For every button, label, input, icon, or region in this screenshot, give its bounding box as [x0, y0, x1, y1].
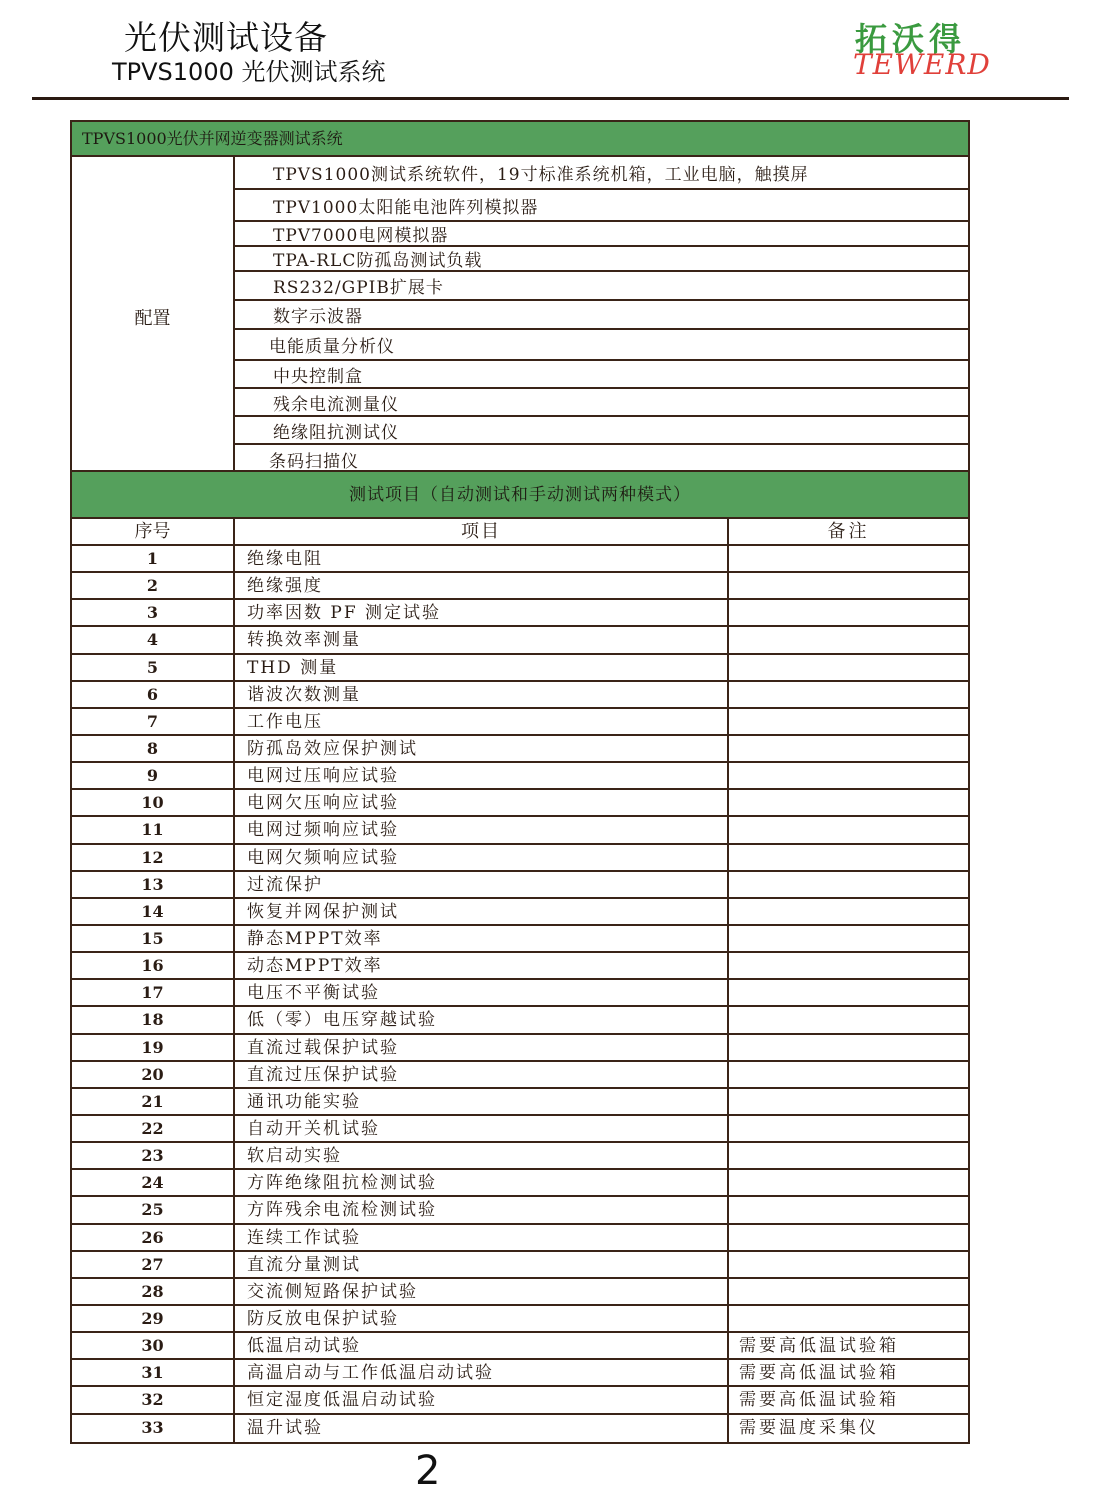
- table-row: [72, 627, 968, 654]
- row-item-name: 直流分量测试: [235, 1252, 729, 1277]
- row-item-name: 电网过压响应试验: [235, 763, 729, 788]
- table-row: [72, 790, 968, 817]
- row-note: [729, 1252, 968, 1277]
- row-number: 27: [72, 1252, 235, 1277]
- row-note: [729, 682, 968, 707]
- table-row: [72, 1170, 968, 1197]
- document-title: 光伏测试设备: [124, 18, 328, 57]
- row-item-name: 电网欠频响应试验: [235, 845, 729, 870]
- row-item-name: 转换效率测量: [235, 627, 729, 652]
- row-note: [729, 926, 968, 951]
- row-number: 23: [72, 1143, 235, 1168]
- row-item-name: 直流过压保护试验: [235, 1062, 729, 1087]
- row-item-name: 防反放电保护试验: [235, 1306, 729, 1331]
- test-items-table-title: 测试项目（自动测试和手动测试两种模式）: [72, 472, 968, 519]
- row-note: [729, 1306, 968, 1331]
- row-item-name: 方阵残余电流检测试验: [235, 1197, 729, 1222]
- table-row: [72, 655, 968, 682]
- page-number: 2: [415, 1448, 441, 1494]
- row-note: [729, 573, 968, 598]
- table-row: [72, 872, 968, 899]
- row-note: [729, 1116, 968, 1141]
- row-number: 31: [72, 1360, 235, 1385]
- row-item-name: 工作电压: [235, 709, 729, 734]
- row-item-name: 谐波次数测量: [235, 682, 729, 707]
- table-row: [72, 1306, 968, 1333]
- row-note: [729, 899, 968, 924]
- brand-logo-english: TEWERD: [853, 48, 991, 81]
- row-number: 24: [72, 1170, 235, 1195]
- row-item-name: 温升试验: [235, 1415, 729, 1442]
- table-row: [72, 1225, 968, 1252]
- table-row: [72, 1333, 968, 1360]
- row-number: 29: [72, 1306, 235, 1331]
- row-item-name: 低温启动试验: [235, 1333, 729, 1358]
- row-number: 26: [72, 1225, 235, 1250]
- table-header-row: [72, 519, 968, 546]
- row-item-name: 防孤岛效应保护测试: [235, 736, 729, 761]
- row-number: 10: [72, 790, 235, 815]
- row-note: [729, 1197, 968, 1222]
- configuration-item-list: [235, 157, 968, 473]
- row-number: 19: [72, 1035, 235, 1060]
- row-note: [729, 1035, 968, 1060]
- table-row: [72, 1279, 968, 1306]
- row-number: 28: [72, 1279, 235, 1304]
- row-note: 需要高低温试验箱: [739, 1336, 899, 1357]
- row-number: 15: [72, 926, 235, 951]
- row-number: 33: [72, 1415, 235, 1442]
- test-items-rows: [72, 546, 968, 1442]
- row-number: 12: [72, 845, 235, 870]
- row-item-name: 绝缘强度: [235, 573, 729, 598]
- row-item-name: 交流侧短路保护试验: [235, 1279, 729, 1304]
- row-note: [729, 736, 968, 761]
- table-row: [72, 817, 968, 844]
- row-note: [729, 600, 968, 625]
- row-note: [729, 709, 968, 734]
- configuration-table: [70, 120, 970, 473]
- row-note: [729, 1007, 968, 1032]
- row-number: 30: [72, 1333, 235, 1358]
- table-row: [72, 736, 968, 763]
- table-row: [72, 1143, 968, 1170]
- row-item-name: 通讯功能实验: [235, 1089, 729, 1114]
- row-number: 18: [72, 1007, 235, 1032]
- table-row: [72, 953, 968, 980]
- row-number: 4: [72, 627, 235, 652]
- row-number: 22: [72, 1116, 235, 1141]
- row-item-name: 电压不平衡试验: [235, 980, 729, 1005]
- row-number: 6: [72, 682, 235, 707]
- row-note: [729, 655, 968, 680]
- table-row: [72, 980, 968, 1007]
- row-note: [729, 953, 968, 978]
- table-row: [72, 763, 968, 790]
- config-item: 中央控制盒: [235, 361, 968, 389]
- row-item-name: 方阵绝缘阻抗检测试验: [235, 1170, 729, 1195]
- table-row: [72, 899, 968, 926]
- config-item: TPV1000太阳能电池阵列模拟器: [235, 190, 968, 222]
- header-divider: [32, 97, 1069, 100]
- table-row: [72, 573, 968, 600]
- config-item: RS232/GPIB扩展卡: [235, 272, 968, 301]
- table-row: [72, 1035, 968, 1062]
- row-item-name: 过流保护: [235, 872, 729, 897]
- row-number: 13: [72, 872, 235, 897]
- table-row: [72, 1197, 968, 1224]
- row-note: [729, 1225, 968, 1250]
- row-number: 11: [72, 817, 235, 842]
- column-header-number: 序号: [72, 519, 235, 544]
- row-number: 8: [72, 736, 235, 761]
- column-header-item: 项目: [235, 519, 729, 544]
- row-number: 7: [72, 709, 235, 734]
- config-item: 条码扫描仪: [269, 451, 359, 472]
- row-item-name: 连续工作试验: [235, 1225, 729, 1250]
- row-note: [729, 980, 968, 1005]
- row-note: [729, 845, 968, 870]
- table-row: [72, 1089, 968, 1116]
- row-number: 20: [72, 1062, 235, 1087]
- row-number: 21: [72, 1089, 235, 1114]
- row-note: 需要温度采集仪: [739, 1417, 879, 1438]
- row-item-name: 直流过载保护试验: [235, 1035, 729, 1060]
- row-note: [729, 763, 968, 788]
- table-row: [72, 682, 968, 709]
- table-row: [72, 926, 968, 953]
- row-item-name: 恢复并网保护测试: [235, 899, 729, 924]
- config-item: TPVS1000测试系统软件，19寸标准系统机箱，工业电脑，触摸屏: [235, 157, 968, 190]
- row-item-name: THD 测量: [235, 655, 729, 680]
- table-row: [72, 1415, 968, 1442]
- row-number: 2: [72, 573, 235, 598]
- row-item-name: 自动开关机试验: [235, 1116, 729, 1141]
- config-item: TPA-RLC防孤岛测试负载: [235, 247, 968, 272]
- column-header-note: 备注: [827, 521, 870, 542]
- config-item: TPV7000电网模拟器: [235, 222, 968, 247]
- row-number: 9: [72, 763, 235, 788]
- row-number: 14: [72, 899, 235, 924]
- row-number: 17: [72, 980, 235, 1005]
- table-row: [72, 1007, 968, 1034]
- configuration-table-title: TPVS1000光伏并网逆变器测试系统: [72, 122, 968, 157]
- row-number: 5: [72, 655, 235, 680]
- row-item-name: 绝缘电阻: [235, 546, 729, 571]
- row-note: [729, 817, 968, 842]
- table-row: [72, 1387, 968, 1414]
- row-number: 25: [72, 1197, 235, 1222]
- row-item-name: 高温启动与工作低温启动试验: [235, 1360, 729, 1385]
- row-note: [729, 1279, 968, 1304]
- table-row: [72, 845, 968, 872]
- table-row: [72, 546, 968, 573]
- config-item: 数字示波器: [235, 301, 968, 330]
- table-row: [72, 1116, 968, 1143]
- row-item-name: 动态MPPT效率: [235, 953, 729, 978]
- row-number: 16: [72, 953, 235, 978]
- row-item-name: 静态MPPT效率: [235, 926, 729, 951]
- row-note: [729, 1062, 968, 1087]
- row-item-name: 电网欠压响应试验: [235, 790, 729, 815]
- row-item-name: 低（零）电压穿越试验: [235, 1007, 729, 1032]
- table-row: [72, 709, 968, 736]
- row-note: [729, 627, 968, 652]
- configuration-table-body: [72, 157, 968, 473]
- row-note: [729, 790, 968, 815]
- row-note: [729, 1143, 968, 1168]
- row-note: 需要高低温试验箱: [739, 1390, 899, 1411]
- row-note: [729, 872, 968, 897]
- config-item: 残余电流测量仪: [235, 389, 968, 417]
- row-item-name: 软启动实验: [235, 1143, 729, 1168]
- document-subtitle: TPVS1000 光伏测试系统: [112, 58, 386, 86]
- brand-logo-chinese: 拓沃得: [855, 20, 967, 58]
- row-item-name: 功率因数 PF 测定试验: [235, 600, 729, 625]
- config-item: 电能质量分析仪: [235, 330, 968, 361]
- configuration-label: 配置: [72, 157, 235, 473]
- table-row: [72, 1360, 968, 1387]
- row-number: 1: [72, 546, 235, 571]
- table-row: [72, 1062, 968, 1089]
- row-number: 32: [72, 1387, 235, 1412]
- config-item: 绝缘阻抗测试仪: [235, 417, 968, 445]
- row-note: [729, 1170, 968, 1195]
- test-items-table: [70, 470, 970, 1444]
- row-note: [729, 546, 968, 571]
- table-row: [72, 1252, 968, 1279]
- row-item-name: 电网过频响应试验: [235, 817, 729, 842]
- row-number: 3: [72, 600, 235, 625]
- row-item-name: 恒定湿度低温启动试验: [235, 1387, 729, 1412]
- row-note: 需要高低温试验箱: [739, 1363, 899, 1384]
- table-row: [72, 600, 968, 627]
- row-note: [729, 1089, 968, 1114]
